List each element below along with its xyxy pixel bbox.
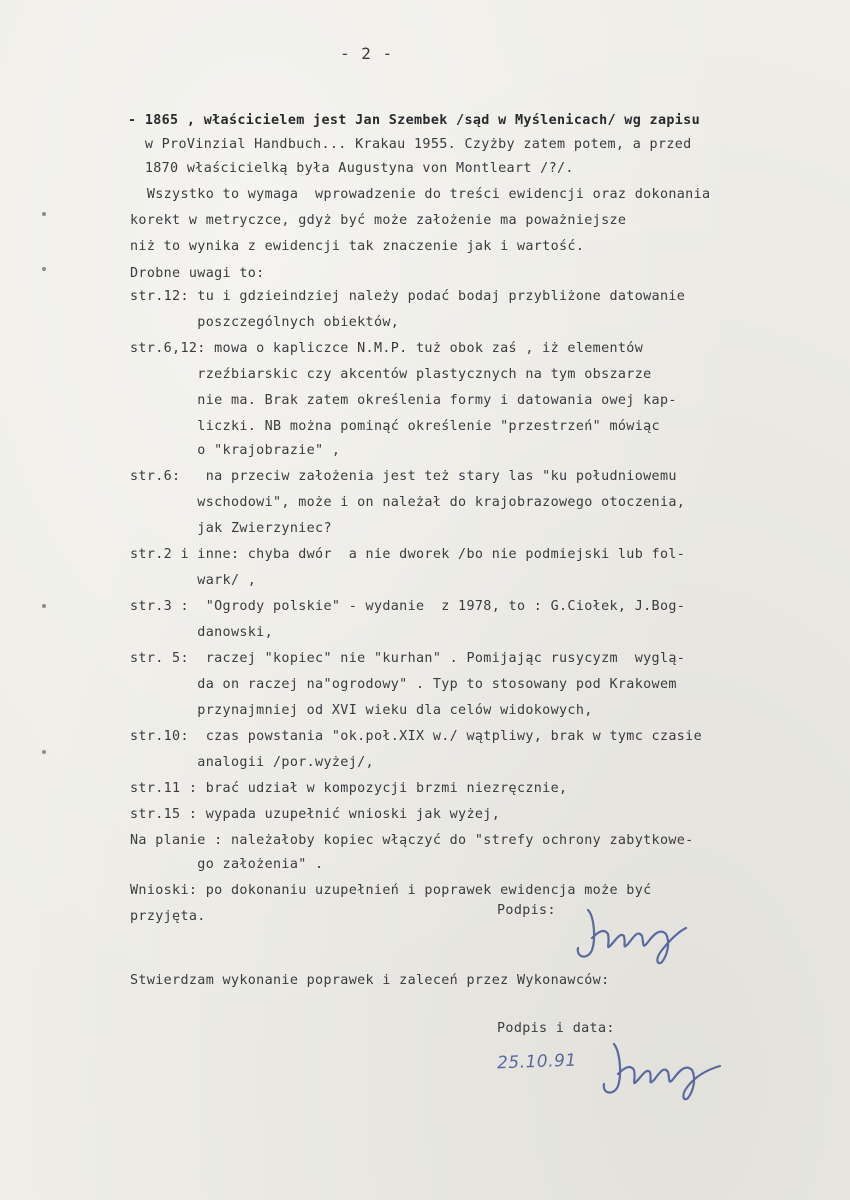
confirmation-text: Stwierdzam wykonanie poprawek i zaleceń przez Wykonawców:	[130, 973, 610, 988]
signature-label: Podpis:	[497, 903, 556, 918]
typed-line: poszczególnych obiektów,	[130, 315, 400, 330]
typed-line: w ProVinzial Handbuch... Krakau 1955. Czyżby zatem potem, a przed	[128, 137, 692, 152]
typed-line: niż to wynika z ewidencji tak znaczenie jak i wartość.	[130, 239, 585, 254]
typed-line: Wnioski: po dokonaniu uzupełnień i poprawek ewidencja może być	[130, 883, 652, 898]
typed-line: analogii /por.wyżej/,	[130, 755, 374, 770]
typed-line: go założenia" .	[130, 857, 324, 872]
typed-line: o "krajobrazie" ,	[130, 443, 341, 458]
typed-line: rzeźbiarskic czy akcentów plastycznych na tym obszarze	[130, 367, 652, 382]
typed-line: jak Zwierzyniec?	[130, 521, 332, 536]
typed-line: wark/ ,	[130, 573, 257, 588]
page-number: - 2 -	[340, 44, 394, 63]
signature-date-label: Podpis i data:	[497, 1021, 615, 1036]
typed-line: str.10: czas powstania "ok.poł.XIX w./ wątpliwy, brak w tymc czasie	[130, 729, 703, 744]
typed-line: korekt w metryczce, gdyż być może założenie ma poważniejsze	[130, 213, 627, 228]
punch-mark	[42, 604, 46, 608]
typed-line: str.2 i inne: chyba dwór a nie dworek /bo nie podmiejski lub fol-	[130, 547, 686, 562]
typed-line: 1870 właścicielką była Augustyna von Montleart /?/.	[128, 161, 574, 176]
punch-mark	[42, 212, 46, 216]
handwritten-date: 25.10.91	[496, 1050, 578, 1074]
typed-line: przyjęta.	[130, 909, 206, 924]
typed-line: str. 5: raczej "kopiec" nie "kurhan" . Pomijając rusycyzm wyglą-	[130, 651, 686, 666]
typed-line: liczki. NB można pominąć określenie "przestrzeń" mówiąc	[130, 419, 660, 434]
signature-mark	[586, 1036, 756, 1106]
typed-line: danowski,	[130, 625, 274, 640]
typed-line: - 1865 , właścicielem jest Jan Szembek /sąd w Myślenicach/ wg zapisu	[128, 113, 701, 128]
typed-line: Drobne uwagi to:	[130, 266, 265, 281]
punch-mark	[42, 750, 46, 754]
punch-mark	[42, 267, 46, 271]
typed-line: Na planie : należałoby kopiec włączyć do "strefy ochrony zabytkowe-	[130, 833, 694, 848]
typed-line: wschodowi", może i on należał do krajobrazowego otoczenia,	[130, 495, 686, 510]
typed-line: nie ma. Brak zatem określenia formy i datowania owej kap-	[130, 393, 677, 408]
typed-line: da on raczej na"ogrodowy" . Typ to stosowany pod Krakowem	[130, 677, 677, 692]
typed-line: str.11 : brać udział w kompozycji brzmi niezręcznie,	[130, 781, 568, 796]
typed-line: str.12: tu i gdzieindziej należy podać bodaj przybliżone datowanie	[130, 289, 686, 304]
typed-line: str.6,12: mowa o kapliczce N.M.P. tuż obok zaś , iż elementów	[130, 341, 644, 356]
signature-mark	[566, 898, 726, 968]
typed-line: przynajmniej od XVI wieku dla celów widokowych,	[130, 703, 593, 718]
typed-line: str.3 : "Ogrody polskie" - wydanie z 1978, to : G.Ciołek, J.Bog-	[130, 599, 686, 614]
typed-line: str.15 : wypada uzupełnić wnioski jak wyżej,	[130, 807, 501, 822]
typed-line: Wszystko to wymaga wprowadzenie do treści ewidencji oraz dokonania	[130, 187, 711, 202]
typed-line: str.6: na przeciw założenia jest też stary las "ku południowemu	[130, 469, 677, 484]
